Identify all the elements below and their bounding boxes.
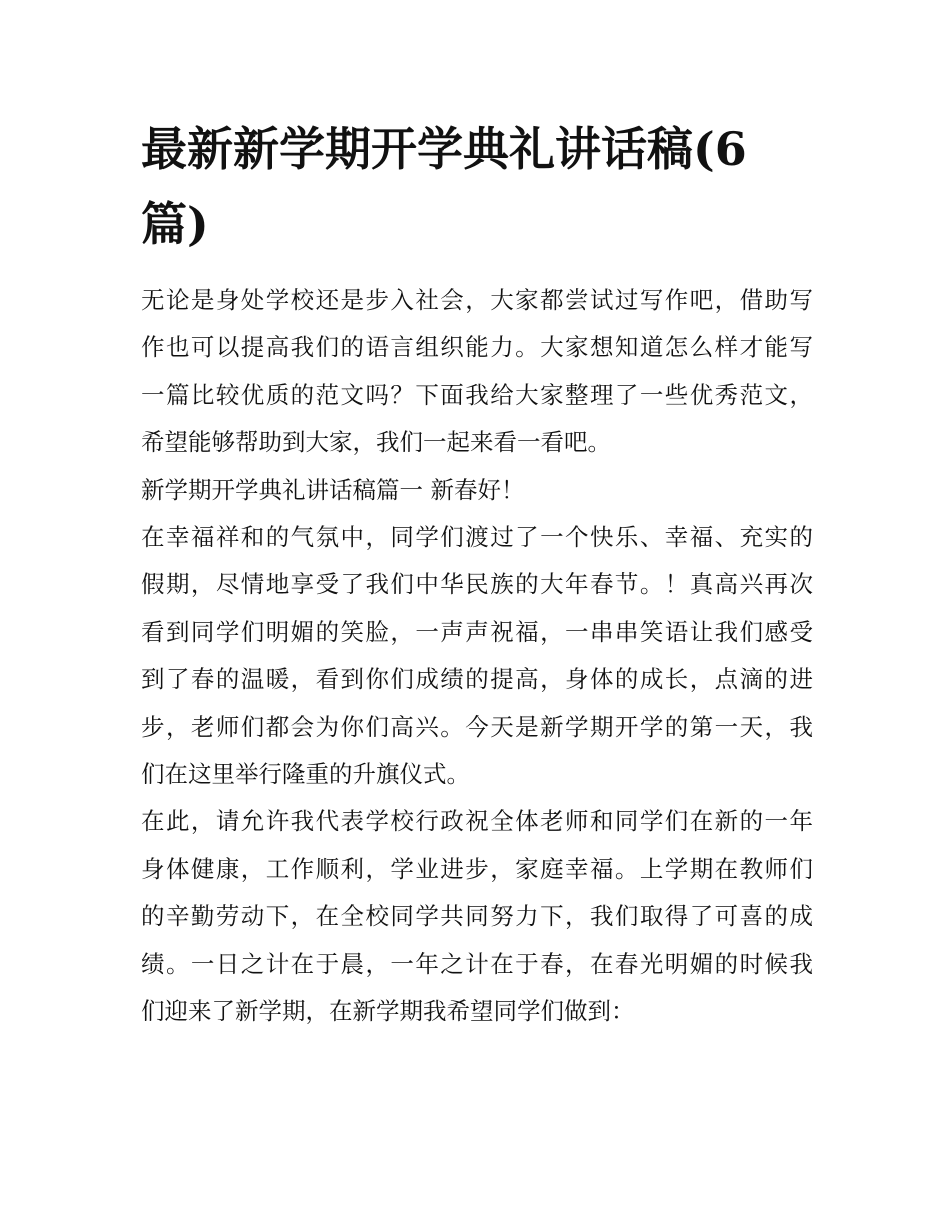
body-paragraph [141, 514, 813, 798]
text-line: 看到同学们明媚的笑脸，一声声祝福，一串串笑语让我们感受 [141, 617, 813, 646]
text-line: 步，老师们都会为你们高兴。今天是新学期开学的第一天，我 [141, 712, 813, 741]
document-body [141, 277, 813, 1036]
text-line: 们在这里举行隆重的升旗仪式。 [141, 760, 470, 789]
body-paragraph [141, 798, 813, 1035]
text-line: 一篇比较优质的范文吗？下面我给大家整理了一些优秀范文， [141, 380, 813, 409]
text-line: 绩。一日之计在于晨，一年之计在于春，在春光明媚的时候我 [141, 949, 813, 978]
text-line: 们迎来了新学期，在新学期我希望同学们做到： [141, 997, 635, 1026]
title-line: 篇) [141, 197, 209, 251]
text-line: 希望能够帮助到大家，我们一起来看一看吧。 [141, 428, 611, 457]
text-line: 在此，请允许我代表学校行政祝全体老师和同学们在新的一年 [141, 807, 813, 836]
section-heading [141, 467, 813, 514]
text-line: 到了春的温暖，看到你们成绩的提高，身体的成长，点滴的进 [141, 665, 813, 694]
document-title [141, 112, 813, 262]
text-line: 身体健康，工作顺利，学业进步，家庭幸福。上学期在教师们 [141, 854, 813, 883]
intro-paragraph [141, 277, 813, 467]
text-line: 假期，尽情地享受了我们中华民族的大年春节。！真高兴再次 [141, 570, 813, 599]
title-line: 最新新学期开学典礼讲话稿(6 [141, 122, 747, 176]
text-line: 在幸福祥和的气氛中，同学们渡过了一个快乐、幸福、充实的 [141, 523, 813, 552]
text-line: 的辛勤劳动下，在全校同学共同努力下，我们取得了可喜的成 [141, 902, 813, 931]
text-line: 作也可以提高我们的语言组织能力。大家想知道怎么样才能写 [141, 333, 813, 362]
text-line: 新学期开学典礼讲话稿篇一 新春好！ [141, 475, 525, 504]
text-line: 无论是身处学校还是步入社会，大家都尝试过写作吧，借助写 [141, 286, 813, 314]
